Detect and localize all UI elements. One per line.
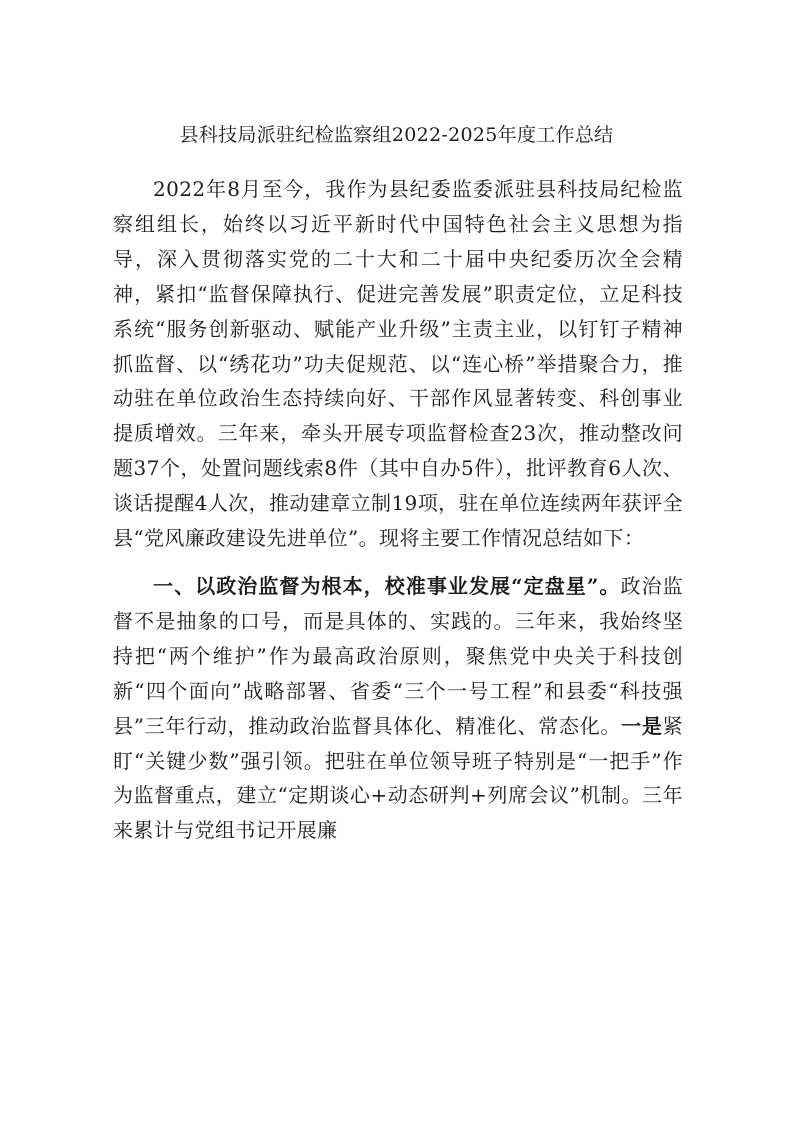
document-title: 县科技局派驻纪检监察组2022-2025年度工作总结 bbox=[179, 124, 614, 146]
intro-paragraph: 2022年8月至今，我作为县纪委监委派驻县科技局纪检监察组组长，始终以习近平新时代中国特色社会主义思想为指导，深入贯彻落实党的二十大和二十届中央纪委历次全会精神，紧扣“监督保障执行、促进完善发展”职责定位，立足科技系统“服务创新驱动、赋能产业升级”主责主业，以钉钉子精神抓监督、以“绣花功”功夫促规范、以“连心桥”举措聚合力，推动驻在单位政治生态持续向好、干部作风显著转变、科创事业提质增效。三年来，牵头开展专项监督检查23次，推动整改问题37个，处置问题线索8件（其中自办5件），批评教育6人次、谈话提醒4人次，推动建章立制19项，驻在单位连续两年获评全县“党风廉政建设先进单位”。现将主要工作情况总结如下： bbox=[113, 177, 683, 551]
section-1-text-a: 政治监督不是抽象的口号，而是具体的、实践的。三年来，我始终坚持把“两个维护”作为最高政治原则，聚焦党中央关于科技创新“四个面向”战略部署、省委“三个一号工程”和县委“科技强县”三年行动，推动政治监督具体化、精准化、常态化。 bbox=[113, 573, 683, 738]
section-1-text-b: 紧盯“关键少数”强引领。把驻在单位领导班子特别是“一把手”作为监督重点，建立“定期谈心+动态研判+列席会议”机制。三年来累计与党组书记开展廉 bbox=[113, 713, 683, 843]
section-1-heading: 一、以政治监督为根本，校准事业发展“定盘星”。 bbox=[153, 573, 621, 598]
section-1-point-1: 一是 bbox=[621, 713, 663, 738]
document-body bbox=[113, 172, 683, 848]
section-1-paragraph bbox=[113, 569, 683, 848]
